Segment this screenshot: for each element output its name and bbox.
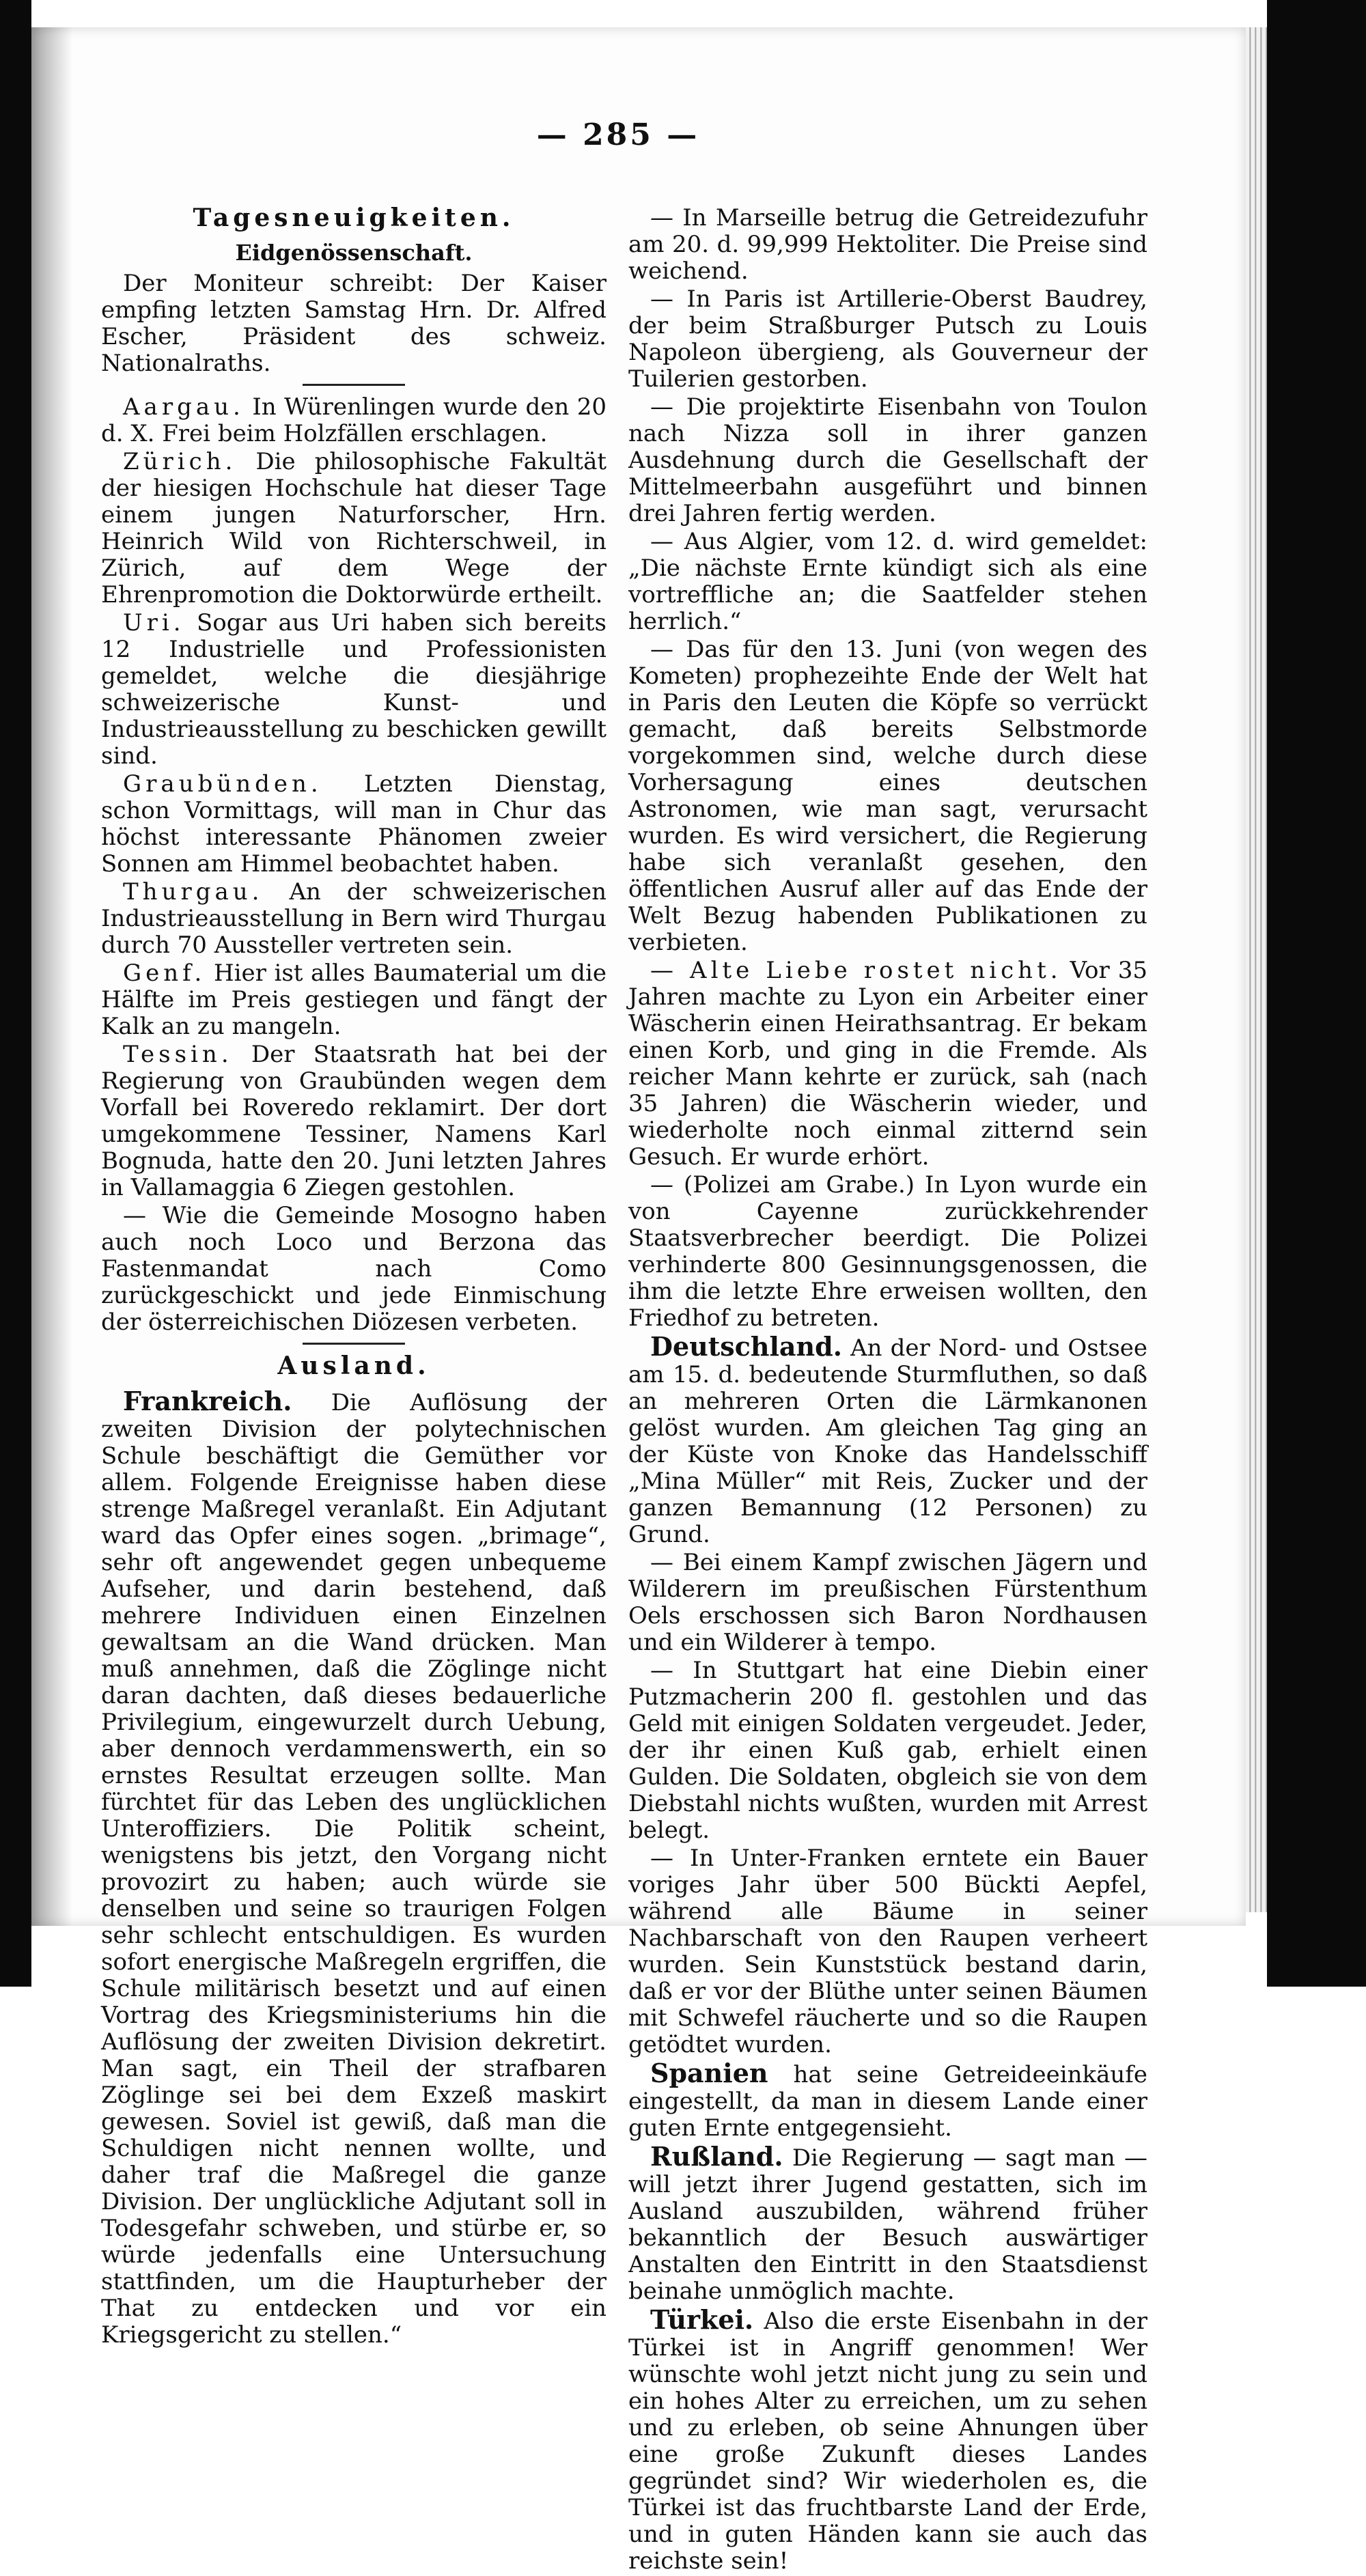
country-russland: Rußland. [650, 2141, 783, 2172]
canton-zuerich: Zürich. [123, 448, 237, 475]
article-toulon: — Die projektirte Eisenbahn von Toulon nach Nizza soll in ihrer ganzen Ausdehnung durch die Gesellschaft der Mittelmeerbahn ausgeführt und binnen drei Jahren fertig werden. [628, 393, 1147, 527]
article-tuerkei: Türkei. Also die erste Eisenbahn in der Türkei ist in Angriff genommen! Wer wünschte wohl jetzt nicht jung zu sein und ein hohes Alter zu erreichen, um zu sehen und zu erleben, ob seine Ahnungen über eine große Zukunft dieses Landes gegründet sind? Wir wiederholen es, die Türkei ist das fruchtbarste Land der Erde, und in guten Händen kann sie auch das reichste sein! [628, 2304, 1147, 2575]
article-moniteur: Der Moniteur schreibt: Der Kaiser empfing letzten Samstag Hrn. Dr. Alfred Escher, Präsident des schweiz. Nationalraths. [101, 270, 607, 377]
article-algier: — Aus Algier, vom 12. d. wird gemeldet: „Die nächste Ernte kündigt sich als eine vortreffliche an; die Saatfelder stehen herrlich.“ [628, 528, 1147, 635]
article-frankreich: Frankreich. Die Auflösung der zweiten Division der polytechnischen Schule beschäftigt die Gemüther vor allem. Folgende Ereignisse haben diese strenge Maßregel veranlaßt. Ein Adjutant ward das Opfer eines sogen. „brimage“, sehr oft angewendet gegen unbequeme Aufseher, und darin bestehend, daß mehrere Individuen einen Einzelnen gewaltsam an die Wand drücken. Man muß annehmen, daß die Zöglinge nicht daran dachten, daß dieses bedauerliche Privilegium, eingewurzelt durch Uebung, aber dennoch verdammenswerth, ein so ernstes Resultat erzeugen sollte. Man fürchtet für das Leben des unglücklichen Unteroffiziers. Die Politik scheint, wenigstens bis jetzt, den Vorgang nicht provozirt zu haben; auch würde sie denselben und seine so traurigen Folgen sehr schlecht entschuldigen. Es wurden sofort energische Maßregeln ergriffen, die Schule militärisch besetzt und auf einen Vortrag des Kriegsministeriums hin die Auflösung der zweiten Division dekretirt. Man sagt, ein Theil der strafbaren Zöglinge sei bei dem Exzeß maskirt gewesen. Soviel ist gewiß, daß man die Schuldigen nicht nennen wollte, und daher traf die Maßregel die ganze Division. Der unglückliche Adjutant soll in Todesgefahr schweben, und stürbe er, so würde jedenfalls eine Untersuchung stattfinden, um die Haupturheber der That zu entdecken und vor ein Kriegsgericht zu stellen.“ [101, 1386, 607, 2349]
article-mosogno: — Wie die Gemeinde Mosogno haben auch noch Loco und Berzona das Fastenmandat nach Como zurückgeschickt und jede Einmischung der österreichischen Diözesen verbeten. [101, 1202, 607, 1336]
article-polizei: — (Polizei am Grabe.) In Lyon wurde ein von Cayenne zurückkehrender Staatsverbrecher beerdigt. Die Polizei verhinderte 800 Gesinnungsgenossen, die ihm die letzte Ehre erweisen wollten, den Friedhof zu betreten. [628, 1171, 1147, 1332]
country-deutschland: Deutschland. [650, 1331, 842, 1362]
right-column [628, 205, 1147, 2576]
section-title-ausland: Ausland. [277, 1352, 430, 1380]
canton-uri: Uri. [123, 609, 185, 636]
article-thurgau: Thurgau. An der schweizerischen Industrieausstellung in Bern wird Thurgau durch 70 Aussteller vertreten sein. [101, 878, 607, 959]
article-genf: Genf. Hier ist alles Baumaterial um die Hälfte im Preis gestiegen und fängt der Kalk an zu mangeln. [101, 960, 607, 1040]
section-heading-eidgenossenschaft: Eidgenössenschaft. [235, 240, 473, 266]
article-zuerich: Zürich. Die philosophische Fakultät der hiesigen Hochschule hat dieser Tage einem jungen Naturforscher, Hrn. Heinrich Wild von Richterschweil, in Zürich, auf dem Wege der Ehrenpromotion die Doktorwürde ertheilt. [101, 448, 607, 608]
article-oels: — Bei einem Kampf zwischen Jägern und Wilderern im preußischen Fürstenthum Oels erschossen sich Baron Nordhausen und ein Wilderer à tempo. [628, 1549, 1147, 1656]
country-frankreich: Frankreich. [123, 1386, 292, 1416]
article-marseille: — In Marseille betrug die Getreidezufuhr am 20. d. 99,999 Hektoliter. Die Preise sind weichend. [628, 204, 1147, 285]
section-title-tagesneuigkeiten: Tagesneuigkeiten. [193, 204, 515, 232]
left-column [101, 205, 607, 2350]
canton-genf: Genf. [123, 960, 206, 987]
canton-tessin: Tessin. [123, 1041, 233, 1068]
divider [303, 384, 405, 386]
article-russland: Rußland. Die Regierung — sagt man — will jetzt ihrer Jugend gestatten, sich im Ausland auszubilden, während früher bekanntlich der Besuch auswärtiger Anstalten den Eintritt in den Staatsdienst beinahe unmöglich machte. [628, 2141, 1148, 2305]
canton-thurgau: Thurgau. [123, 878, 264, 906]
divider [303, 1343, 405, 1345]
page-number: — 285 — [536, 117, 700, 152]
article-aargau: Aargau. In Würenlingen wurde den 20 d. X. Frei beim Holzfällen erschlagen. [101, 393, 607, 447]
country-spanien: Spanien [650, 2058, 768, 2088]
article-komet: — Das für den 13. Juni (von wegen des Kometen) prophezeihte Ende der Welt hat in Paris den Leuten die Köpfe so verrückt gemacht, daß bereits Selbstmorde vorgekommen sind, welche durch diese Vorhersagung eines deutschen Astronomen, wie man sagt, verursacht wurden. Es wird versichert, die Regierung habe sich veranlaßt gesehen, den öffentlichen Ausruf aller auf das Ende der Welt Bezug habenden Publikationen zu verbieten. [628, 636, 1147, 956]
article-alte-liebe: — Alte Liebe rostet nicht. Vor 35 Jahren machte zu Lyon ein Arbeiter einer Wäscherin einen Heirathsantrag. Er bekam einen Korb, und ging in die Fremde. Als reicher Mann kehrte er zurück, sah (nach 35 Jahren) die Wäscherin wieder, und wiederholte noch einmal zitternd sein Gesuch. Er wurde erhört. [628, 957, 1148, 1171]
article-uri: Uri. Sogar aus Uri haben sich bereits 12 Industrielle und Professionisten gemeldet, welche die diesjährige schweizerische Kunst- und Industrieausstellung zu beschicken gewillt sind. [101, 609, 607, 770]
scan-border-left [0, 0, 31, 1987]
article-tessin: Tessin. Der Staatsrath hat bei der Regierung von Graubünden wegen dem Vorfall bei Roveredo reklamirt. Der dort umgekommene Tessiner, Namens Karl Bognuda, hatte den 20. Juni letzten Jahres in Vallamaggia 6 Ziegen gestohlen. [101, 1041, 607, 1201]
article-unterfranken: — In Unter-Franken erntete ein Bauer voriges Jahr über 500 Bückti Aepfel, während alle Bäume in seiner Nachbarschaft von den Raupen verheert wurden. Sein Kunststück bestand darin, daß er vor der Blüthe unter seinen Bäumen mit Schwefel räucherte und so die Raupen getödtet wurden. [628, 1845, 1147, 2058]
country-tuerkei: Türkei. [650, 2304, 754, 2335]
canton-graubuenden: Graubünden. [123, 770, 322, 798]
heading-alte-liebe: — Alte Liebe rostet nicht. [650, 957, 1062, 984]
article-deutschland: Deutschland. An der Nord- und Ostsee am 15. d. bedeutende Sturmfluthen, so daß an mehreren Orten die Lärmkanonen gelöst wurden. Am gleichen Tag ging an der Küste von Knoke das Handelsschiff „Mina Müller“ mit Reis, Zucker und der ganzen Bemannung (12 Personen) zu Grund. [628, 1331, 1148, 1548]
article-stuttgart: — In Stuttgart hat eine Diebin einer Putzmacherin 200 fl. gestohlen und das Geld mit einigen Soldaten vergeudet. Jeder, der ihr einen Kuß gab, erhielt einen Gulden. Die Soldaten, obgleich sie von dem Diebstahl nichts wußten, wurden mit Arrest belegt. [628, 1657, 1147, 1844]
article-paris: — In Paris ist Artillerie-Oberst Baudrey, der beim Straßburger Putsch zu Louis Napoleon übergieng, als Gouverneur der Tuilerien gestorben. [628, 285, 1147, 393]
binding-shadow [31, 27, 72, 1926]
article-graubuenden: Graubünden. Letzten Dienstag, schon Vormittags, will man in Chur das höchst interessante Phänomen zweier Sonnen am Himmel beobachtet haben. [101, 770, 607, 878]
canton-aargau: Aargau. [123, 393, 245, 421]
scan-border-right [1267, 0, 1366, 1987]
article-spanien: Spanien hat seine Getreideeinkäufe eingestellt, da man in diesem Lande einer guten Ernte entgegensieht. [628, 2058, 1148, 2142]
